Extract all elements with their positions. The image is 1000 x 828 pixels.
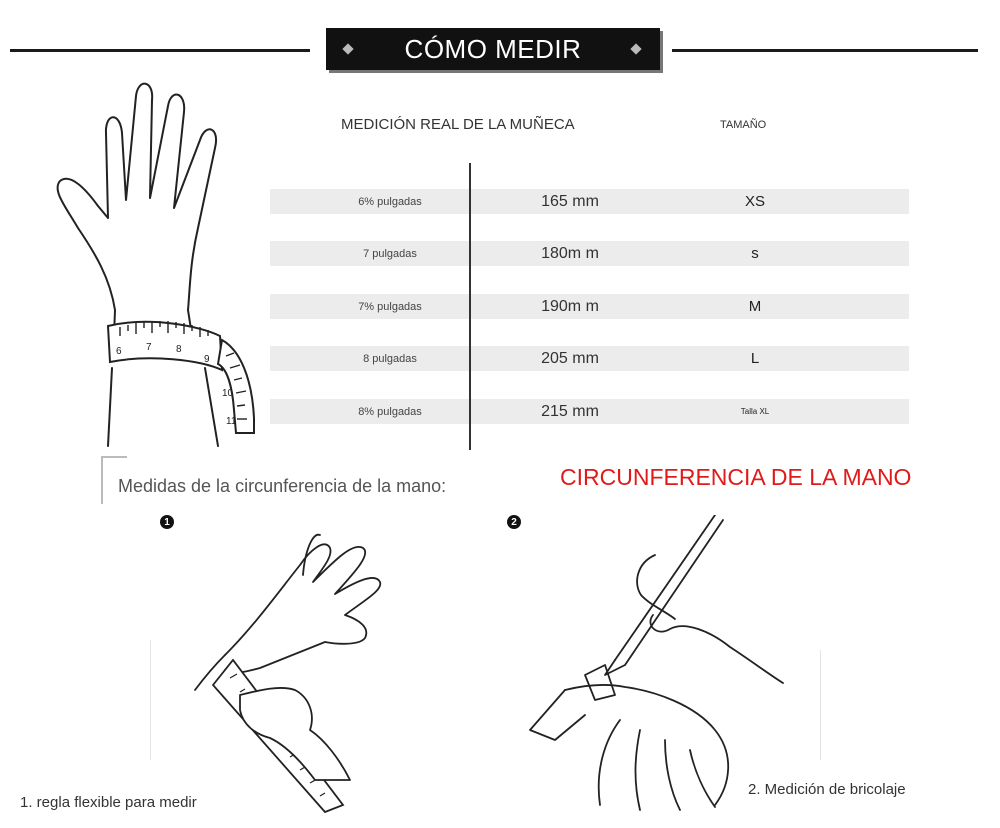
faint-divider	[820, 650, 821, 760]
cell-inches: 7 pulgadas	[363, 247, 417, 260]
step-2-caption: 2. Medición de bricolaje	[748, 781, 906, 798]
ruler-number: 7	[146, 342, 152, 353]
step-1-badge: 1	[160, 515, 174, 529]
page-title: CÓMO MEDIR	[404, 33, 582, 64]
diy-measure-illustration	[525, 515, 785, 815]
step-1-caption: 1. regla flexible para medir	[20, 794, 197, 811]
ruler-number: 11	[226, 416, 237, 427]
cell-mm: 180m m	[541, 244, 599, 262]
table-divider	[469, 163, 471, 450]
hand-wrist-illustration	[40, 78, 280, 453]
cell-size: Talla XL	[740, 407, 770, 416]
ruler-hand-illustration	[185, 520, 420, 815]
corner-bracket	[101, 456, 103, 504]
cell-mm: 205 mm	[541, 349, 599, 367]
col-header-size: TAMAÑO	[720, 119, 767, 131]
ruler-number: 6	[116, 346, 122, 357]
cell-mm: 190m m	[541, 297, 599, 315]
cell-size: M	[748, 298, 762, 315]
ruler-number: 9	[204, 354, 210, 365]
cell-inches: 6% pulgadas	[358, 195, 422, 208]
step-2-badge: 2	[507, 515, 521, 529]
cell-mm: 215 mm	[541, 402, 599, 420]
cell-size: XS	[744, 193, 765, 210]
ruler-number: 8	[176, 344, 182, 355]
cell-size: s	[751, 245, 759, 262]
cell-size: L	[750, 350, 760, 367]
ruler-number: 10	[222, 388, 234, 399]
corner-bracket	[101, 456, 127, 458]
cell-inches: 8 pulgadas	[363, 352, 417, 365]
title-banner	[326, 28, 660, 70]
col-header-measure: MEDICIÓN REAL DE LA MUÑECA	[341, 116, 575, 133]
header-rule-right	[672, 49, 978, 52]
cell-mm: 165 mm	[541, 192, 599, 210]
header-rule-left	[10, 49, 310, 52]
cell-inches: 7% pulgadas	[358, 300, 422, 313]
cell-inches: 8% pulgadas	[358, 405, 422, 418]
hand-circumference-title: CIRCUNFERENCIA DE LA MANO	[560, 464, 912, 490]
faint-divider	[150, 640, 151, 760]
hand-measure-label: Medidas de la circunferencia de la mano:	[118, 476, 447, 496]
